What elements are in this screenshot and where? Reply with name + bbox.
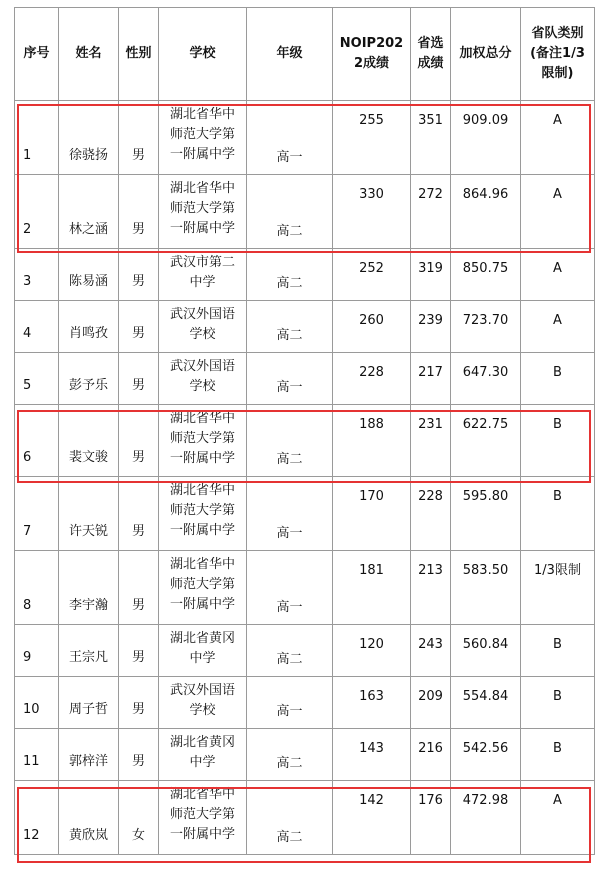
- cell-school: [159, 405, 247, 477]
- cell-noip: 143: [333, 729, 411, 781]
- header-cat: [521, 8, 595, 101]
- cell-gender: 男: [119, 249, 159, 301]
- table-body: [15, 101, 595, 855]
- cell-school-text: 湖北省华中师范大学第一附属中学: [169, 107, 235, 162]
- cell-grade: 高二: [247, 729, 333, 781]
- cell-noip: 163: [333, 677, 411, 729]
- cell-prov: 319: [411, 249, 451, 301]
- cell-seq: 12: [15, 781, 59, 855]
- cell-seq: 6: [15, 405, 59, 477]
- cell-school-text: 湖北省华中师范大学第一附属中学: [169, 181, 235, 236]
- cell-school-text: 湖北省黄冈中学: [169, 631, 235, 666]
- cell-seq: 3: [15, 249, 59, 301]
- cell-prov: 209: [411, 677, 451, 729]
- cell-gender: 男: [119, 101, 159, 175]
- cell-seq: 9: [15, 625, 59, 677]
- cell-seq: 10: [15, 677, 59, 729]
- cell-school: [159, 249, 247, 301]
- cell-prov: 228: [411, 477, 451, 551]
- header-noip: [333, 8, 411, 101]
- cell-gender: 男: [119, 551, 159, 625]
- cell-school: [159, 551, 247, 625]
- cell-grade: 高一: [247, 353, 333, 405]
- cell-school-text: 武汉市第二中学: [169, 255, 235, 290]
- cell-grade: 高一: [247, 551, 333, 625]
- table-row: [15, 101, 595, 175]
- cell-grade: 高一: [247, 477, 333, 551]
- cell-cat: A: [521, 101, 595, 175]
- cell-noip: 255: [333, 101, 411, 175]
- cell-name: 许天锐: [59, 477, 119, 551]
- cell-name: 李宇瀚: [59, 551, 119, 625]
- cell-seq: 7: [15, 477, 59, 551]
- cell-prov: 351: [411, 101, 451, 175]
- cell-noip: 330: [333, 175, 411, 249]
- header-seq: 序号: [15, 8, 59, 101]
- cell-gender: 男: [119, 729, 159, 781]
- cell-prov: 216: [411, 729, 451, 781]
- cell-cat: B: [521, 677, 595, 729]
- cell-school: [159, 729, 247, 781]
- cell-grade: 高二: [247, 405, 333, 477]
- header-school: 学校: [159, 8, 247, 101]
- cell-grade: 高一: [247, 677, 333, 729]
- cell-cat: 1/3限制: [521, 551, 595, 625]
- cell-school-text: 湖北省华中师范大学第一附属中学: [169, 557, 235, 612]
- cell-noip: 252: [333, 249, 411, 301]
- cell-school-text: 湖北省华中师范大学第一附属中学: [169, 787, 235, 842]
- cell-total: 554.84: [451, 677, 521, 729]
- table-row: [15, 551, 595, 625]
- cell-gender: 女: [119, 781, 159, 855]
- cell-name: 郭梓洋: [59, 729, 119, 781]
- header-prov: [411, 8, 451, 101]
- cell-school: [159, 101, 247, 175]
- cell-gender: 男: [119, 175, 159, 249]
- cell-noip: 181: [333, 551, 411, 625]
- cell-school-text: 湖北省华中师范大学第一附属中学: [169, 483, 235, 538]
- cell-school: [159, 781, 247, 855]
- cell-noip: 260: [333, 301, 411, 353]
- table-row: [15, 477, 595, 551]
- header-cat-text: 省队类别(备注1/3限制): [530, 26, 585, 81]
- cell-school: [159, 175, 247, 249]
- cell-noip: 120: [333, 625, 411, 677]
- cell-name: 彭予乐: [59, 353, 119, 405]
- cell-cat: B: [521, 353, 595, 405]
- cell-name: 周子哲: [59, 677, 119, 729]
- cell-total: 647.30: [451, 353, 521, 405]
- cell-cat: B: [521, 405, 595, 477]
- cell-grade: 高二: [247, 625, 333, 677]
- cell-prov: 272: [411, 175, 451, 249]
- table-row: [15, 301, 595, 353]
- cell-total: 723.70: [451, 301, 521, 353]
- cell-gender: 男: [119, 625, 159, 677]
- cell-school-text: 湖北省黄冈中学: [169, 735, 235, 770]
- cell-school: [159, 625, 247, 677]
- cell-cat: B: [521, 477, 595, 551]
- cell-name: 王宗凡: [59, 625, 119, 677]
- cell-school-text: 武汉外国语学校: [169, 683, 235, 718]
- cell-prov: 176: [411, 781, 451, 855]
- cell-prov: 217: [411, 353, 451, 405]
- cell-seq: 5: [15, 353, 59, 405]
- table-row: [15, 781, 595, 855]
- cell-seq: 4: [15, 301, 59, 353]
- cell-name: 徐骁扬: [59, 101, 119, 175]
- cell-seq: 1: [15, 101, 59, 175]
- cell-prov: 213: [411, 551, 451, 625]
- cell-name: 肖鸣孜: [59, 301, 119, 353]
- cell-cat: A: [521, 301, 595, 353]
- header-total: 加权总分: [451, 8, 521, 101]
- table-row: [15, 249, 595, 301]
- table-row: [15, 677, 595, 729]
- cell-cat: A: [521, 781, 595, 855]
- table-row: [15, 405, 595, 477]
- cell-noip: 142: [333, 781, 411, 855]
- cell-school: [159, 353, 247, 405]
- table-row: [15, 729, 595, 781]
- cell-total: 595.80: [451, 477, 521, 551]
- header-noip-text: NOIP2022成绩: [339, 36, 404, 71]
- cell-seq: 2: [15, 175, 59, 249]
- cell-noip: 170: [333, 477, 411, 551]
- table-row: [15, 625, 595, 677]
- header-grade: 年级: [247, 8, 333, 101]
- cell-total: 622.75: [451, 405, 521, 477]
- header-gender: 性别: [119, 8, 159, 101]
- cell-gender: 男: [119, 405, 159, 477]
- cell-name: 裴文骏: [59, 405, 119, 477]
- cell-grade: 高一: [247, 101, 333, 175]
- cell-total: 864.96: [451, 175, 521, 249]
- cell-gender: 男: [119, 677, 159, 729]
- cell-grade: 高二: [247, 175, 333, 249]
- cell-school: [159, 677, 247, 729]
- cell-prov: 239: [411, 301, 451, 353]
- cell-noip: 188: [333, 405, 411, 477]
- cell-seq: 11: [15, 729, 59, 781]
- cell-gender: 男: [119, 301, 159, 353]
- header-row: [15, 8, 595, 101]
- cell-gender: 男: [119, 477, 159, 551]
- cell-cat: B: [521, 729, 595, 781]
- cell-total: 850.75: [451, 249, 521, 301]
- header-name: 姓名: [59, 8, 119, 101]
- cell-grade: 高二: [247, 301, 333, 353]
- cell-prov: 231: [411, 405, 451, 477]
- cell-noip: 228: [333, 353, 411, 405]
- ranking-table: [14, 7, 595, 855]
- cell-school-text: 湖北省华中师范大学第一附属中学: [169, 411, 235, 466]
- cell-cat: B: [521, 625, 595, 677]
- cell-cat: A: [521, 175, 595, 249]
- cell-total: 583.50: [451, 551, 521, 625]
- cell-grade: 高二: [247, 781, 333, 855]
- cell-gender: 男: [119, 353, 159, 405]
- cell-total: 472.98: [451, 781, 521, 855]
- cell-cat: A: [521, 249, 595, 301]
- cell-name: 黄欣岚: [59, 781, 119, 855]
- cell-prov: 243: [411, 625, 451, 677]
- header-prov-text: 省选成绩: [417, 36, 444, 71]
- cell-seq: 8: [15, 551, 59, 625]
- cell-grade: 高二: [247, 249, 333, 301]
- cell-school-text: 武汉外国语学校: [169, 307, 235, 342]
- cell-school: [159, 477, 247, 551]
- table-row: [15, 175, 595, 249]
- cell-school-text: 武汉外国语学校: [169, 359, 235, 394]
- cell-school: [159, 301, 247, 353]
- cell-name: 陈易涵: [59, 249, 119, 301]
- table-row: [15, 353, 595, 405]
- cell-name: 林之涵: [59, 175, 119, 249]
- cell-total: 542.56: [451, 729, 521, 781]
- cell-total: 909.09: [451, 101, 521, 175]
- cell-total: 560.84: [451, 625, 521, 677]
